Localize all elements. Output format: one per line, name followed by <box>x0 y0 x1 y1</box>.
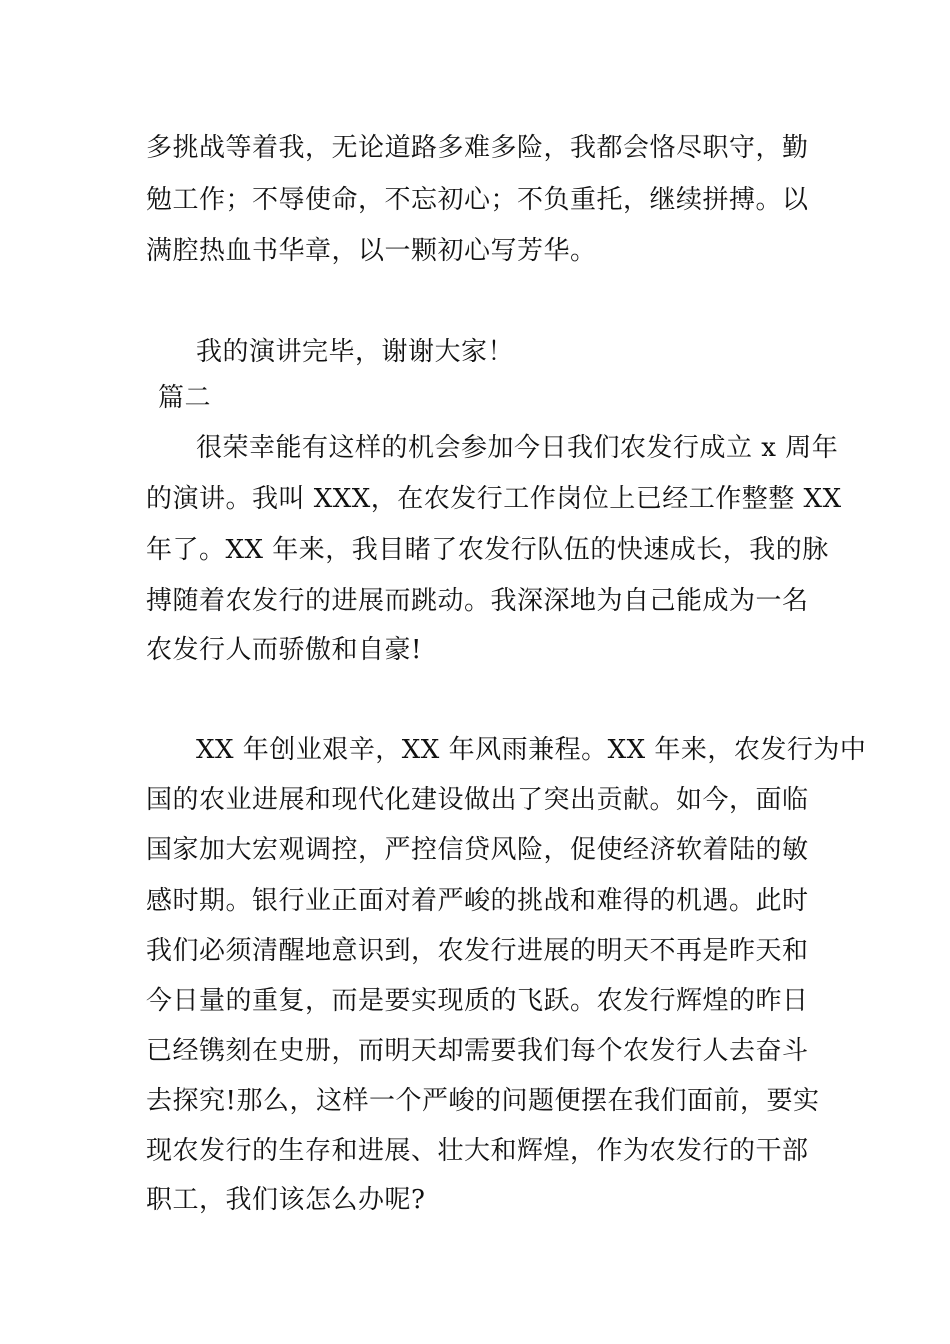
text-line: XX 年创业艰辛，XX 年风雨兼程。XX 年来，农发行为中 <box>196 735 867 765</box>
text-line: 勉工作；不辱使命，不忘初心；不负重托，继续拼搏。以 <box>146 185 809 215</box>
text-line: 感时期。银行业正面对着严峻的挑战和难得的机遇。此时 <box>146 886 809 916</box>
text-line: 现农发行的生存和进展、壮大和辉煌，作为农发行的干部 <box>146 1136 809 1166</box>
text-line: 年了。XX 年来，我目睹了农发行队伍的快速成长，我的脉 <box>146 535 829 565</box>
text-line: 国的农业进展和现代化建设做出了突出贡献。如今，面临 <box>146 785 809 815</box>
text-line: 去探究!那么，这样一个严峻的问题便摆在我们面前，要实 <box>146 1086 820 1116</box>
text-line: 农发行人而骄傲和自豪! <box>146 635 422 665</box>
text-line: 多挑战等着我，无论道路多难多险，我都会恪尽职守，勤 <box>146 133 809 163</box>
text-line: 的演讲。我叫 XXX，在农发行工作岗位上已经工作整整 XX <box>146 484 842 514</box>
text-line: 已经镌刻在史册，而明天却需要我们每个农发行人去奋斗 <box>146 1036 809 1066</box>
text-line: 国家加大宏观调控，严控信贷风险，促使经济软着陆的敏 <box>146 835 809 865</box>
text-line: 很荣幸能有这样的机会参加今日我们农发行成立 x 周年 <box>196 433 839 463</box>
text-line: 搏随着农发行的进展而跳动。我深深地为自己能成为一名 <box>146 586 809 616</box>
text-line: 今日量的重复，而是要实现质的飞跃。农发行辉煌的昨日 <box>146 986 809 1016</box>
text-line: 职工，我们该怎么办呢? <box>146 1185 426 1215</box>
text-line: 满腔热血书华章，以一颗初心写芳华。 <box>146 236 597 266</box>
text-line: 我们必须清醒地意识到，农发行进展的明天不再是昨天和 <box>146 936 809 966</box>
section-heading: 篇二 <box>158 383 212 413</box>
closing-line: 我的演讲完毕，谢谢大家！ <box>196 337 515 367</box>
